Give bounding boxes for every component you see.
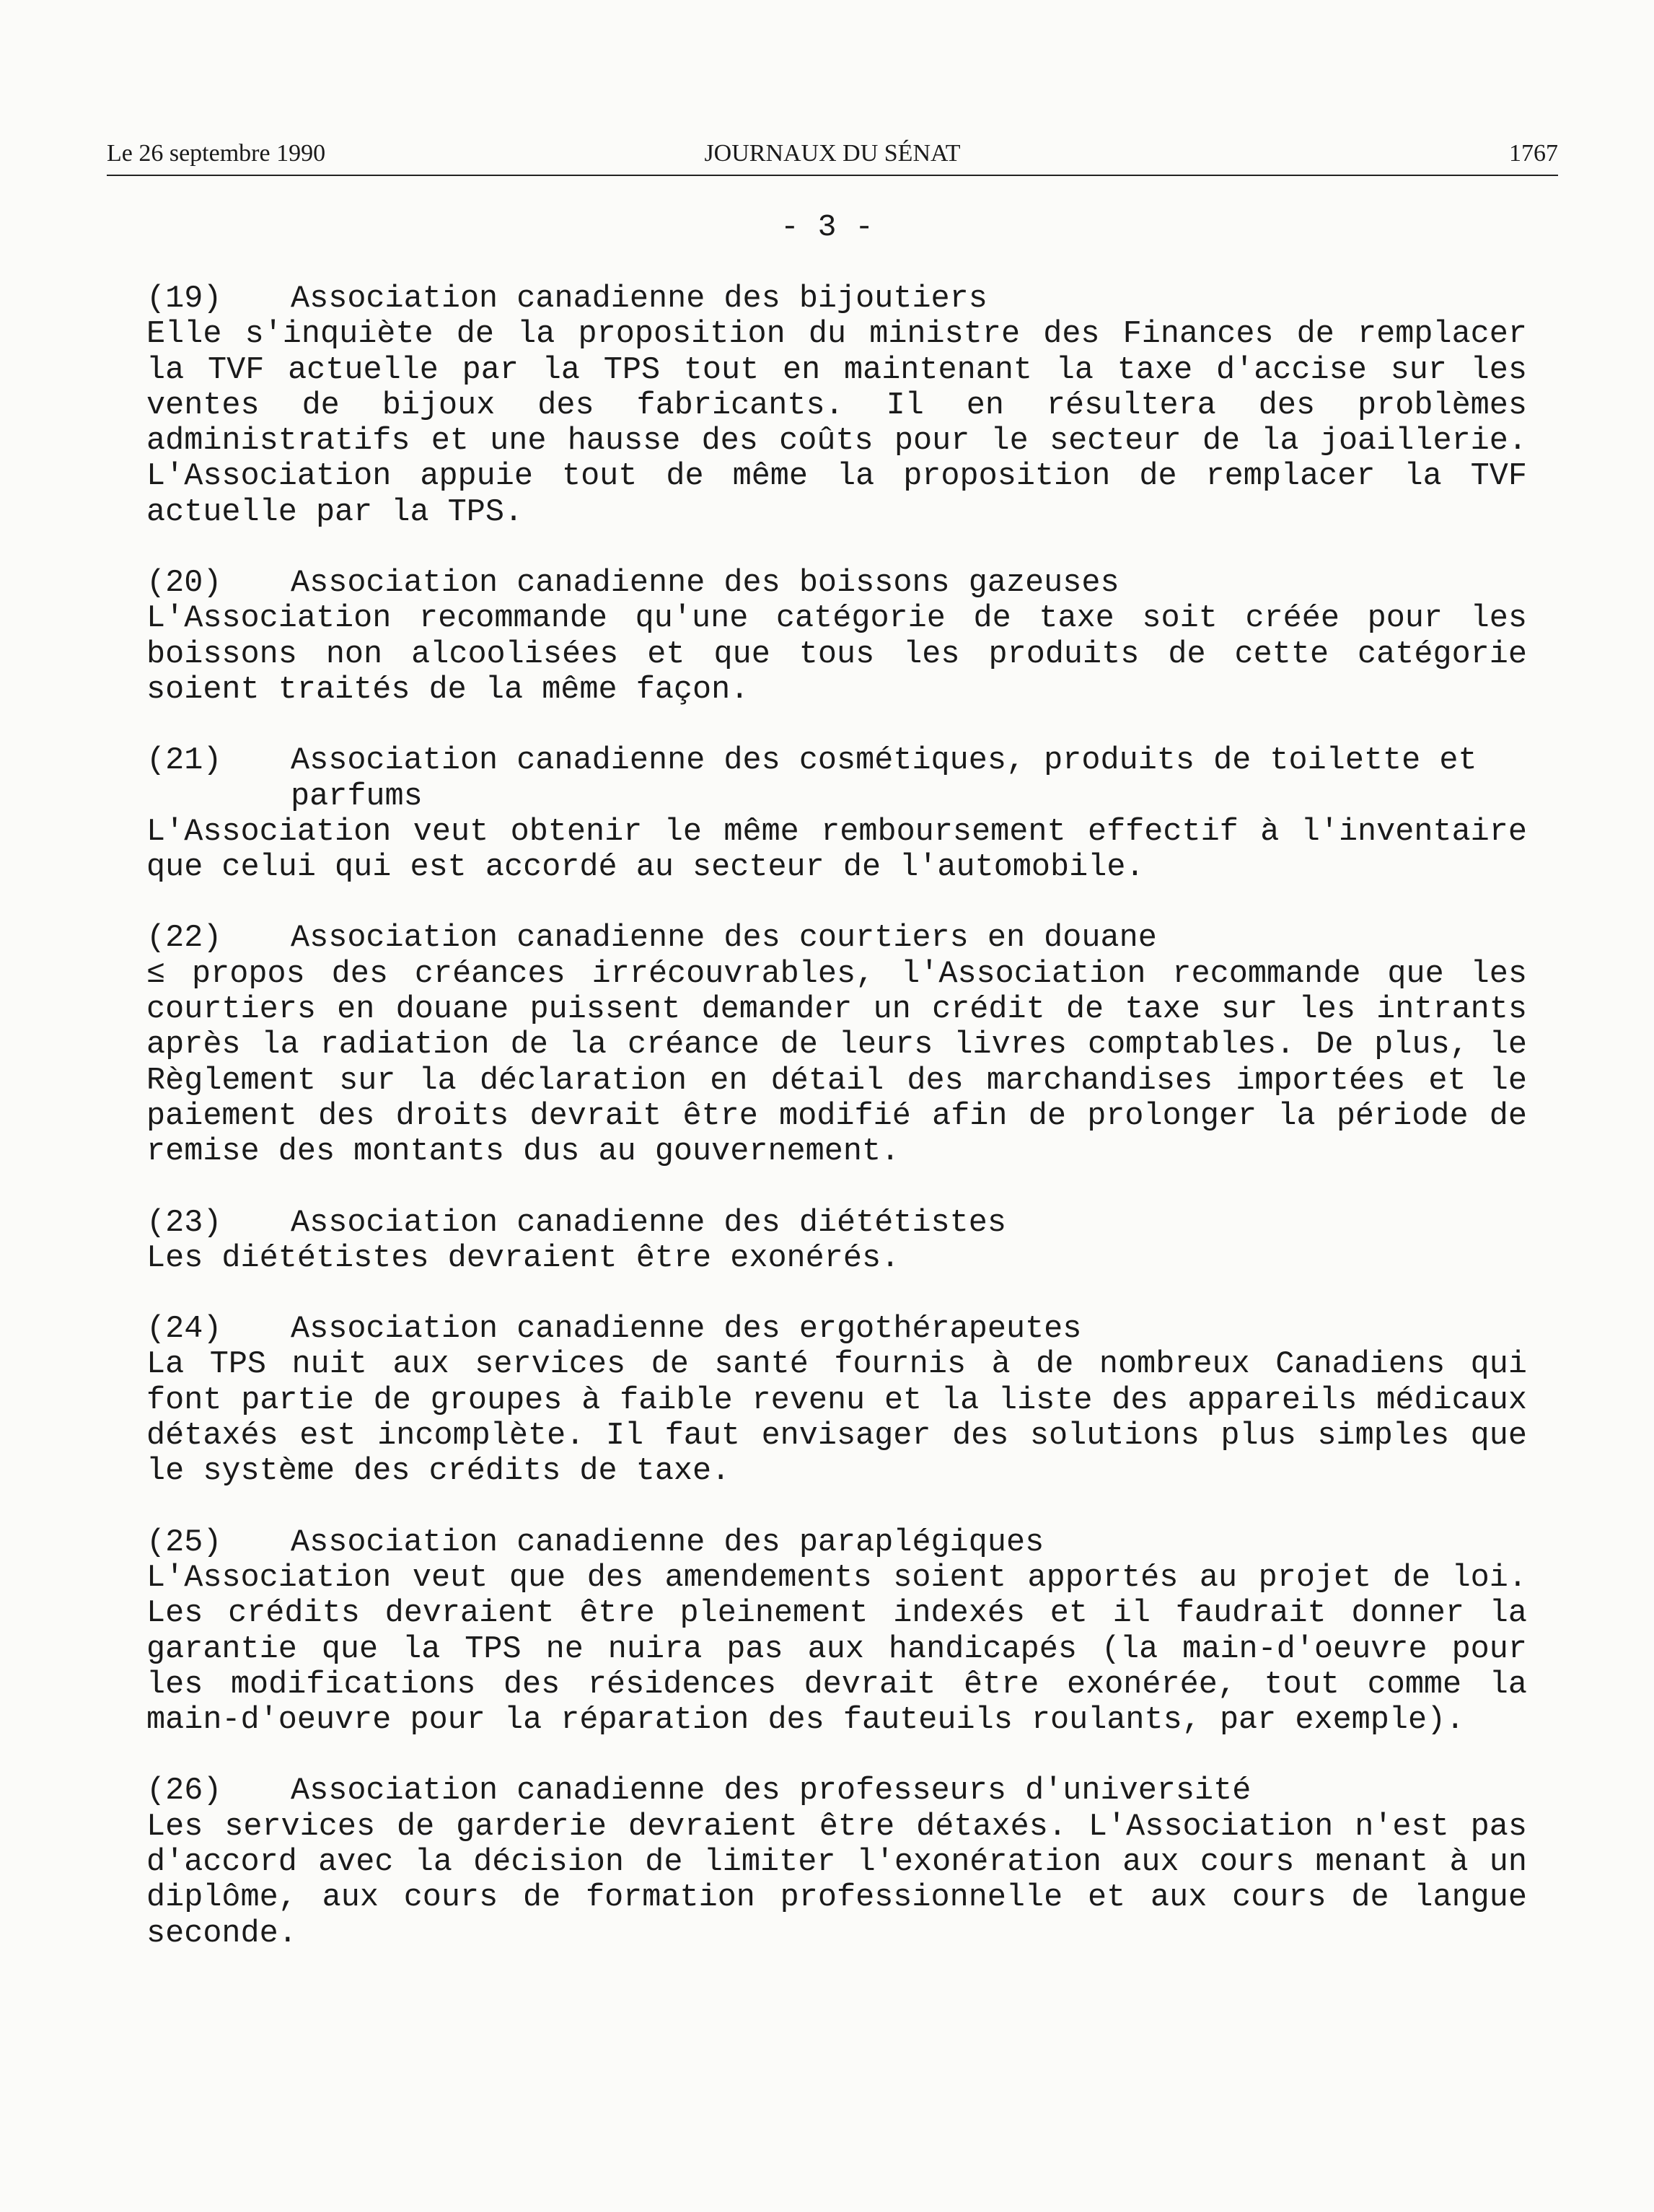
entry-number: (26) (146, 1773, 222, 1809)
entry-number: (23) (146, 1205, 222, 1241)
entry-body: La TPS nuit aux services de santé fournis à de nombreux Canadiens qui font partie de groupes à faible revenu et la liste des appareils médicaux détaxés est incomplète. Il faut envisager des solutions plus simples que le système des crédits de taxe. (146, 1347, 1527, 1490)
entry-19 (146, 281, 1527, 530)
entry-title: Association canadienne des professeurs d'université (291, 1773, 1252, 1809)
entry-22 (146, 921, 1527, 1169)
entry-20 (146, 566, 1527, 708)
entry-24 (146, 1312, 1527, 1489)
entry-number: (22) (146, 921, 222, 957)
entry-number: (25) (146, 1524, 222, 1561)
entry-body: Elle s'inquiète de la proposition du ministre des Finances de remplacer la TVF actuelle par la TPS tout en maintenant la taxe d'accise sur les ventes de bijoux des fabricants. Il en résultera des problèmes administratifs et une hausse des coûts pour le secteur de la joaillerie. L'Association appuie tout de même la proposition de remplacer la TVF actuelle par la TPS. (146, 317, 1527, 530)
page-marker: - 3 - (780, 209, 874, 245)
entry-number: (21) (146, 743, 222, 779)
entry-title: Association canadienne des cosmétiques, produits de toilette et parfums (291, 743, 1477, 815)
entry-body: L'Association recommande qu'une catégorie de taxe soit créée pour les boissons non alcoolisées et que tous les produits de cette catégorie soient traités de la même façon. (146, 601, 1527, 708)
header-journal-title: JOURNAUX DU SÉNAT (704, 140, 961, 167)
entry-title: Association canadienne des paraplégiques (291, 1524, 1044, 1561)
entry-title: Association canadienne des diététistes (291, 1205, 1006, 1241)
entry-list (146, 281, 1527, 1987)
entry-23 (146, 1206, 1527, 1277)
entry-title: Association canadienne des bijoutiers (291, 281, 987, 317)
entry-number: (20) (146, 566, 222, 602)
entry-body: L'Association veut que des amendements soient apportés au projet de loi. Les crédits devraient être pleinement indexés et il faudrait donner la garantie que la TPS ne nuira pas aux handicapés (la main-d'oeuvre pour les modifications des résidences devrait être exonérée, tout comme la main-d'oeuvre pour la réparation des fauteuils roulants, par exemple). (146, 1560, 1527, 1739)
entry-title: Association canadienne des ergothérapeutes (291, 1312, 1082, 1348)
page-header (107, 137, 1558, 176)
entry-25 (146, 1525, 1527, 1739)
header-page-number: 1767 (1509, 140, 1558, 167)
entry-body: ≤ propos des créances irrécouvrables, l'Association recommande que les courtiers en douane puissent demander un crédit de taxe sur les intrants après la radiation de la créance de leurs livres comptables. De plus, le Règlement sur la déclaration en détail des marchandises importées et le paiement des droits devrait être modifié afin de prolonger la période de remise des montants dus au gouvernement. (146, 956, 1527, 1170)
header-date: Le 26 septembre 1990 (107, 140, 326, 167)
entry-title: Association canadienne des boissons gazeuses (291, 566, 1119, 602)
entry-26 (146, 1773, 1527, 1951)
entry-21 (146, 743, 1527, 885)
entry-body: Les services de garderie devraient être détaxés. L'Association n'est pas d'accord avec la décision de limiter l'exonération aux cours menant à un diplôme, aux cours de formation professionnelle et aux cours de langue seconde. (146, 1809, 1527, 1952)
entry-title: Association canadienne des courtiers en douane (291, 921, 1157, 957)
entry-body: L'Association veut obtenir le même remboursement effectif à l'inventaire que celui qui est accordé au secteur de l'automobile. (146, 814, 1527, 886)
entry-number: (19) (146, 281, 222, 317)
entry-number: (24) (146, 1312, 222, 1348)
entry-body: Les diététistes devraient être exonérés. (146, 1240, 900, 1276)
